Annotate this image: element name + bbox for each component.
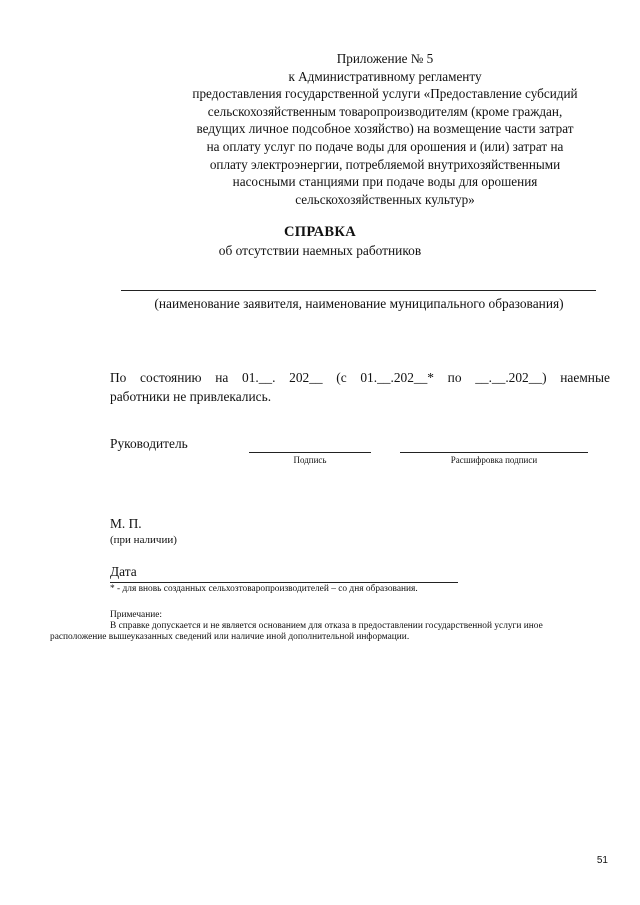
statement-line-1 (110, 368, 610, 387)
statement-word: наемные (560, 370, 610, 385)
statement-word: (с (336, 370, 347, 385)
statement-line-2: работники не привлекались. (110, 389, 272, 404)
applicant-caption: (наименование заявителя, наименование муниципального образования) (154, 296, 564, 311)
signature-caption: Подпись (293, 455, 327, 465)
appendix-line: сельскохозяйственным товаропроизводителям (кроме граждан, (207, 103, 563, 119)
remark-line-2: расположение вышеуказанных сведений или наличие иной дополнительной информации. (50, 632, 410, 642)
appendix-line: насосными станциями при подаче воды для орошения (232, 174, 538, 190)
statement-paragraph (110, 368, 610, 406)
head-label: Руководитель (110, 436, 188, 451)
statement-word: 01.__.202__* (360, 370, 434, 385)
appendix-line: на оплату услуг по подаче воды для орошения и (или) затрат на (206, 138, 564, 154)
statement-word: состоянию (140, 370, 202, 385)
applicant-name-line (121, 290, 596, 291)
remark-line-1: В справке допускается и не является основанием для отказа в предоставлении государственной услуги иное (110, 621, 543, 631)
signature-decoding-caption: Расшифровка подписи (450, 455, 538, 465)
appendix-line: Приложение № 5 (336, 51, 434, 66)
appendix-line: предоставления государственной услуги «Предоставление субсидий (192, 86, 578, 102)
statement-word: __.__.202__) (475, 370, 547, 385)
document-title: СПРАВКА (284, 224, 356, 240)
statement-word: 202__ (289, 370, 323, 385)
remark-heading: Примечание: (110, 610, 163, 620)
footnote-separator (110, 582, 458, 583)
statement-word: по (447, 370, 462, 385)
statement-word: По (110, 370, 127, 385)
stamp-label: М. П. (110, 516, 142, 531)
document-subtitle: об отсутствии наемных работников (218, 243, 422, 258)
signature-line (249, 452, 371, 453)
appendix-header (150, 50, 620, 208)
appendix-line: оплату электроэнергии, потребляемой внутрихозяйственными (209, 156, 561, 172)
page-number: 51 (596, 855, 608, 866)
date-label: Дата (110, 564, 137, 579)
statement-word: на (215, 370, 229, 385)
appendix-line: сельскохозяйственных культур» (295, 191, 475, 207)
signature-decoding-line (400, 452, 588, 453)
footnote: * - для вновь созданных сельхозтоваропроизводителей – со дня образования. (110, 584, 418, 594)
stamp-note: (при наличии) (110, 534, 177, 546)
appendix-line: к Административному регламенту (288, 68, 482, 84)
statement-word: 01.__. (242, 370, 276, 385)
appendix-line: ведущих личное подсобное хозяйство) на возмещение части затрат (196, 121, 574, 137)
